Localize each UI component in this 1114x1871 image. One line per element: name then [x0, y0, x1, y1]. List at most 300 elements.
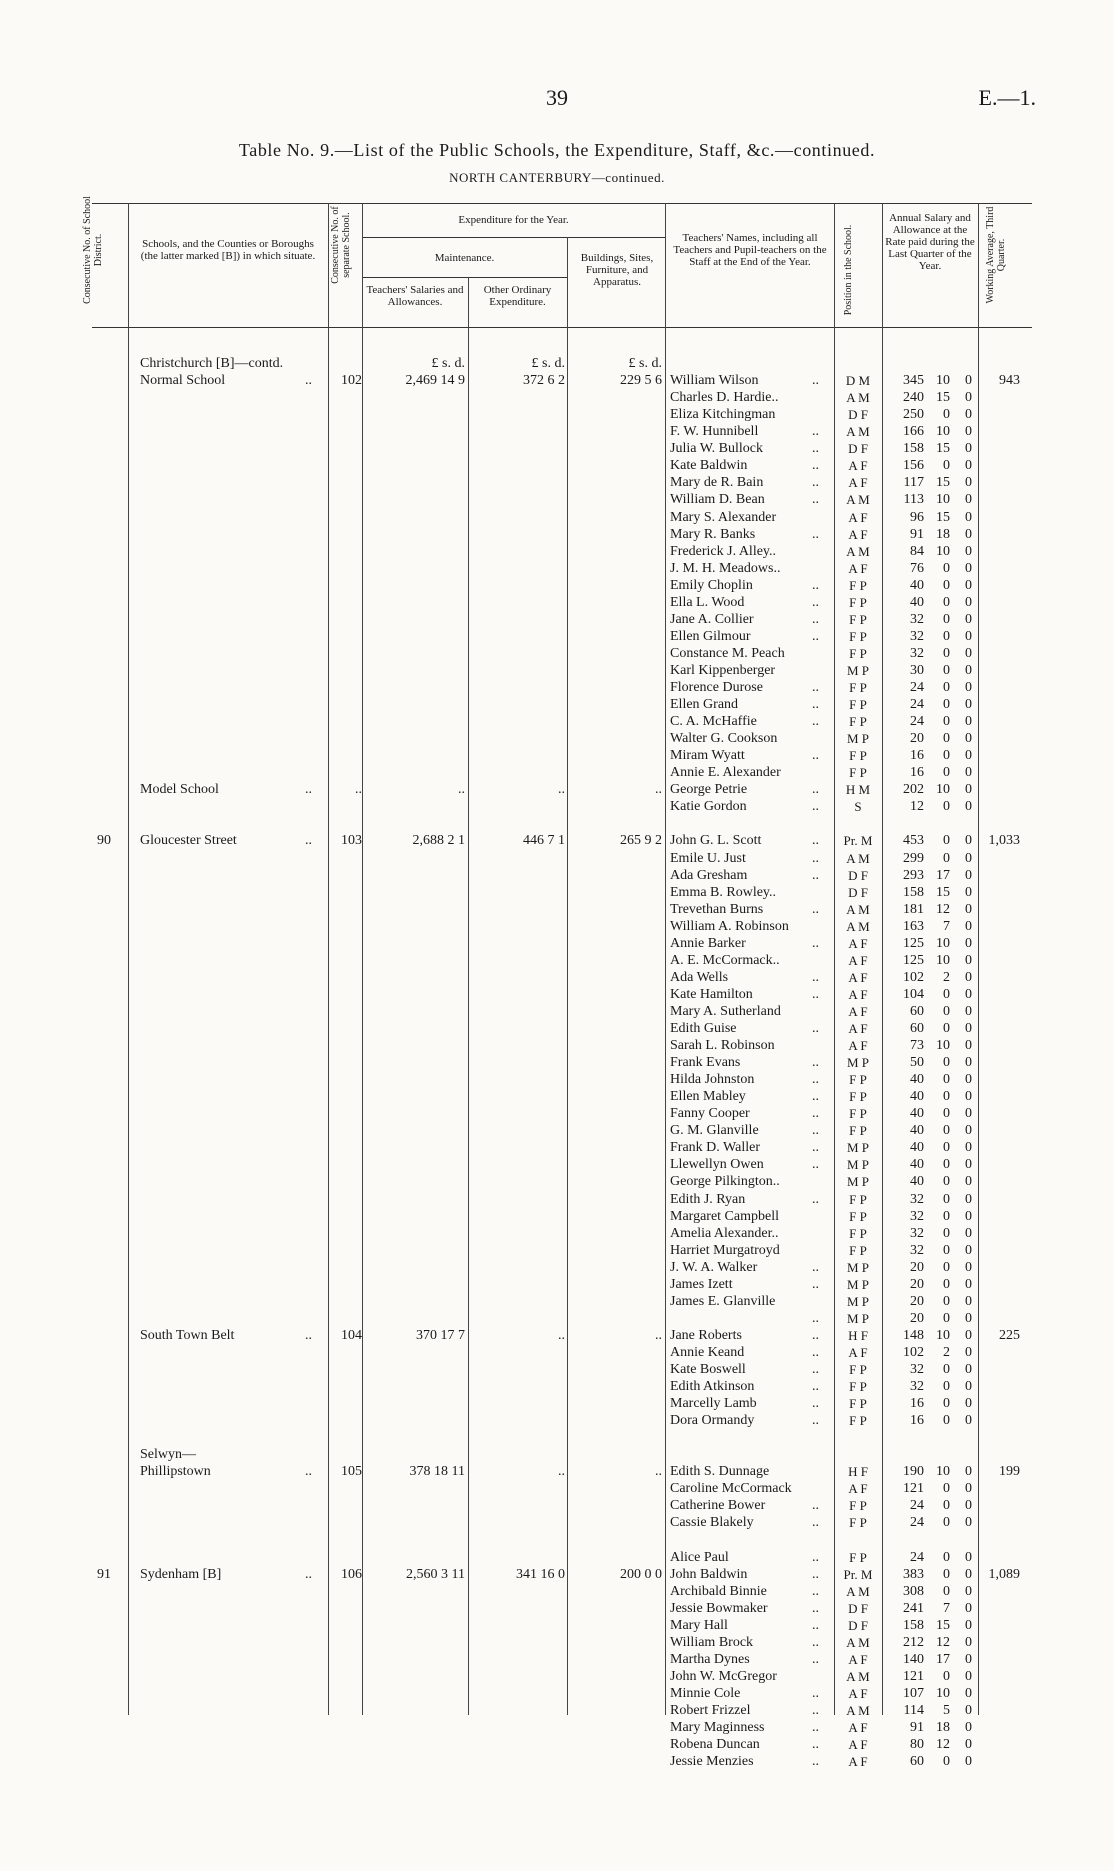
teacher-position: S: [854, 799, 862, 815]
salary-pounds: 50: [910, 1055, 924, 1071]
table-row: [0, 1156, 1114, 1173]
salary-pounds: 383: [903, 1566, 924, 1582]
teacher-name: William Brock: [670, 1634, 754, 1650]
salary-shillings: 10: [936, 782, 950, 798]
teacher-name: J. W. A. Walker: [670, 1259, 758, 1275]
salary-shillings: 17: [936, 867, 950, 883]
table-row: [0, 560, 1114, 577]
teacher-position: F P: [849, 594, 867, 610]
salary-shillings: 0: [943, 1413, 950, 1429]
leader-dots: ..: [812, 833, 819, 849]
teacher-name: Florence Durose: [670, 679, 763, 695]
header-maintenance: Maintenance.: [434, 252, 495, 264]
salary-pence: 0: [965, 1276, 972, 1292]
leader-dots: ..: [812, 782, 819, 798]
leader-dots: ..: [812, 867, 819, 883]
salary-shillings: 10: [936, 543, 950, 559]
salary-pence: 0: [965, 1344, 972, 1360]
leader-dots: ..: [812, 1123, 819, 1139]
teacher-position: F P: [849, 1498, 867, 1514]
teacher-name: Sarah L. Robinson: [670, 1038, 775, 1053]
salary-pence: 0: [965, 373, 972, 389]
salary-shillings: 0: [943, 986, 950, 1002]
teacher-name: Martha Dynes: [670, 1651, 750, 1667]
leader-dots: ..: [812, 1157, 819, 1173]
salary-pounds: 20: [910, 1276, 924, 1292]
salary-pence: 0: [965, 492, 972, 508]
salary-pounds: 32: [910, 611, 924, 627]
salary-shillings: 10: [936, 1038, 950, 1053]
table-row: [0, 1702, 1114, 1719]
leader-dots: ..: [812, 799, 819, 815]
school-name: Gloucester Street: [140, 833, 237, 849]
salary-pence: 0: [965, 1362, 972, 1377]
salary-shillings: 0: [943, 679, 950, 695]
salary-pounds: 156: [903, 458, 924, 474]
salary-pence: 0: [965, 1515, 972, 1531]
buildings-expenditure: 229 5 6: [620, 373, 662, 389]
teacher-name: Robert Frizzel: [670, 1703, 751, 1718]
salary-shillings: 0: [943, 1515, 950, 1531]
salary-pence: 0: [965, 935, 972, 951]
teacher-name: Hilda Johnston: [670, 1072, 755, 1088]
table-row: [0, 1719, 1114, 1736]
salary-pence: 0: [965, 1481, 972, 1497]
header-separate-school-no: Consecutive No. of separate School.: [330, 206, 352, 284]
leader-dots: ..: [812, 901, 819, 917]
table-row: [0, 474, 1114, 491]
salary-shillings: 10: [936, 373, 950, 389]
teacher-position: F P: [849, 1089, 867, 1105]
leader-dots: ..: [305, 373, 312, 389]
salary-pounds: 121: [903, 1481, 924, 1497]
teacher-position: F P: [849, 748, 867, 764]
salary-shillings: 0: [943, 1549, 950, 1565]
teacher-position: F P: [849, 645, 867, 661]
table-top-rule: [92, 203, 1032, 204]
salary-pounds: 32: [910, 1242, 924, 1258]
leader-dots: ..: [305, 782, 312, 798]
leader-dots: ..: [812, 1344, 819, 1360]
teacher-position: A M: [846, 390, 870, 406]
salary-shillings: 0: [943, 1276, 950, 1292]
salary-shillings: 0: [943, 1481, 950, 1497]
leader-dots: ..: [812, 748, 819, 764]
teacher-name: Ellen Grand: [670, 697, 739, 712]
buildings-expenditure: ..: [655, 1464, 662, 1480]
salary-shillings: 0: [943, 645, 950, 661]
salary-pounds: 32: [910, 645, 924, 661]
teacher-position: A F: [848, 560, 868, 576]
teacher-name: Cassie Blakely: [670, 1515, 754, 1531]
salary-pounds: 24: [910, 679, 924, 695]
salary-pounds: 20: [910, 1259, 924, 1275]
other-expenditure: 341 16 0: [516, 1566, 565, 1582]
leader-dots: ..: [812, 1413, 819, 1429]
buildings-expenditure: £ s. d.: [628, 356, 662, 371]
salary-pounds: 453: [903, 833, 924, 849]
table-row: [0, 1088, 1114, 1105]
salary-pence: 0: [965, 407, 972, 423]
salary-pounds: 32: [910, 628, 924, 644]
working-average: 199: [999, 1464, 1020, 1480]
leader-dots: ..: [812, 594, 819, 610]
salary-pounds: 107: [903, 1685, 924, 1701]
salary-pence: 0: [965, 1293, 972, 1309]
salary-shillings: 0: [943, 697, 950, 712]
salary-shillings: 0: [943, 748, 950, 764]
teacher-name: Jessie Menzies: [670, 1754, 754, 1770]
table-row: [0, 1497, 1114, 1514]
teacher-position: M P: [846, 662, 870, 678]
teacher-name: Karl Kippenberger: [670, 662, 776, 678]
teacher-position: F P: [849, 1379, 867, 1394]
salary-pounds: 166: [903, 424, 924, 440]
teacher-name: Annie Barker: [670, 935, 746, 951]
table-row: [0, 1037, 1114, 1054]
table-row: [0, 713, 1114, 730]
header-working-average: Working Average, Third Quarter.: [985, 206, 1007, 304]
leader-dots: ..: [812, 1362, 819, 1377]
teacher-position: D F: [848, 1600, 868, 1616]
teacher-name: Jessie Bowmaker: [670, 1600, 768, 1616]
table-row: [0, 1327, 1114, 1344]
table-row: [0, 1003, 1114, 1020]
teacher-name: Edith S. Dunnage: [670, 1464, 770, 1480]
teacher-name: Julia W. Bullock: [670, 441, 763, 457]
teacher-name: Kate Hamilton: [670, 986, 753, 1002]
separate-school-number: 103: [341, 833, 362, 849]
leader-dots: ..: [812, 1498, 819, 1514]
header-position: Position in the School.: [843, 224, 854, 316]
salary-pounds: 16: [910, 765, 924, 781]
teacher-name: Ella L. Wood: [670, 594, 745, 610]
salary-shillings: 0: [943, 577, 950, 593]
salary-shillings: 17: [936, 1651, 950, 1667]
leader-dots: ..: [812, 1685, 819, 1701]
teacher-position: F P: [849, 1072, 867, 1088]
table-row: [0, 1634, 1114, 1651]
salary-pence: 0: [965, 714, 972, 730]
salary-pounds: 73: [910, 1038, 924, 1053]
table-row: [0, 1378, 1114, 1395]
teacher-position: D M: [845, 373, 871, 389]
leader-dots: ..: [812, 1379, 819, 1394]
table-row: [0, 1395, 1114, 1412]
table-row: [0, 1600, 1114, 1617]
salary-pounds: 202: [903, 782, 924, 798]
leader-dots: ..: [812, 1021, 819, 1036]
leader-dots: ..: [812, 1106, 819, 1122]
table-row: [0, 611, 1114, 628]
teacher-position: F P: [849, 765, 867, 781]
salary-pence: 0: [965, 1566, 972, 1582]
salary-pence: 0: [965, 1379, 972, 1394]
teacher-position: A M: [846, 901, 870, 917]
teacher-name: Edith J. Ryan: [670, 1191, 746, 1207]
salary-pounds: 190: [903, 1464, 924, 1480]
salary-shillings: 0: [943, 1208, 950, 1224]
school-name: Phillipstown: [140, 1464, 211, 1480]
teacher-name: Mary Maginness: [670, 1720, 765, 1735]
salary-shillings: 0: [943, 714, 950, 730]
table-row: [0, 457, 1114, 474]
other-expenditure: ..: [558, 1464, 565, 1480]
salary-shillings: 15: [936, 884, 950, 900]
working-average: 943: [999, 373, 1020, 389]
salary-pounds: 32: [910, 1362, 924, 1377]
leader-dots: ..: [812, 1396, 819, 1411]
salary-pence: 0: [965, 577, 972, 593]
salary-pence: 0: [965, 969, 972, 985]
teacher-position: D F: [848, 884, 868, 900]
teacher-position: M P: [846, 1276, 870, 1292]
leader-dots: ..: [812, 850, 819, 866]
school-name: Normal School: [140, 373, 226, 389]
salary-pence: 0: [965, 1191, 972, 1207]
teacher-name: Edith Guise: [670, 1021, 737, 1036]
leader-dots: ..: [812, 424, 819, 440]
teacher-position: F P: [849, 1208, 867, 1224]
salary-pounds: 84: [910, 543, 924, 559]
table-row: [0, 1225, 1114, 1242]
teacher-name: Constance M. Peach: [670, 645, 785, 661]
table-row: [0, 577, 1114, 594]
salary-shillings: 12: [936, 1634, 950, 1650]
separate-school-number: 102: [341, 373, 362, 389]
leader-dots: ..: [812, 1055, 819, 1071]
header-other-expenditure: Other Ordinary Expenditure.: [483, 284, 552, 308]
teacher-name: Jane Roberts: [670, 1327, 742, 1343]
salary-shillings: 0: [943, 1242, 950, 1258]
salary-shillings: 0: [943, 458, 950, 474]
salary-pounds: 121: [903, 1668, 924, 1684]
leader-dots: ..: [812, 1089, 819, 1105]
teacher-position: A F: [848, 526, 868, 542]
salary-shillings: 0: [943, 1754, 950, 1770]
table-row: [0, 1242, 1114, 1259]
teacher-position: A M: [846, 424, 870, 440]
salary-pence: 0: [965, 850, 972, 866]
teacher-position: A M: [846, 1634, 870, 1650]
salary-pounds: 125: [903, 935, 924, 951]
salary-shillings: 0: [943, 1055, 950, 1071]
teacher-position: Pr. M: [843, 1566, 873, 1582]
working-average: 1,033: [988, 833, 1020, 849]
salary-pounds: 60: [910, 1021, 924, 1036]
teacher-name: Frank Evans: [670, 1055, 741, 1071]
leader-dots: ..: [812, 373, 819, 389]
teacher-position: A M: [846, 850, 870, 866]
teacher-position: M P: [846, 1140, 870, 1156]
table-row: [0, 1020, 1114, 1037]
salary-pence: 0: [965, 833, 972, 849]
salary-pence: 0: [965, 458, 972, 474]
salary-pounds: 293: [903, 867, 924, 883]
teacher-position: A F: [848, 458, 868, 474]
leader-dots: ..: [812, 1583, 819, 1599]
separate-school-number: 106: [341, 1566, 362, 1582]
salary-pounds: 158: [903, 884, 924, 900]
salary-pence: 0: [965, 1583, 972, 1599]
teacher-name: Katie Gordon: [670, 799, 747, 815]
table-row: [0, 764, 1114, 781]
leader-dots: ..: [812, 492, 819, 508]
table-row: [0, 1617, 1114, 1634]
salary-pence: 0: [965, 1208, 972, 1224]
header-annual-salary: Annual Salary and Allowance at the Rate paid during the Last Quarter of the Year.: [885, 212, 975, 272]
table-row: [0, 1736, 1114, 1753]
salary-pence: 0: [965, 1549, 972, 1565]
teacher-position: M P: [846, 1157, 870, 1173]
salary-shillings: 15: [936, 441, 950, 457]
salary-pounds: 20: [910, 731, 924, 747]
salary-shillings: 0: [943, 1106, 950, 1122]
table-row: [0, 1583, 1114, 1600]
buildings-expenditure: 200 0 0: [620, 1566, 662, 1582]
table-row: [0, 696, 1114, 713]
teacher-name: Trevethan Burns: [670, 901, 764, 917]
teacher-name: Emma B. Rowley..: [670, 884, 777, 900]
salary-shillings: 10: [936, 1327, 950, 1343]
separate-school-number: ..: [355, 782, 362, 798]
salary-shillings: 18: [936, 1720, 950, 1735]
salary-shillings: 0: [943, 662, 950, 678]
expenditure-rule: [362, 237, 665, 238]
teacher-name: Amelia Alexander..: [670, 1225, 779, 1241]
salary-shillings: 10: [936, 424, 950, 440]
teacher-name: John W. McGregor: [670, 1668, 777, 1684]
teacher-position: A F: [848, 1737, 868, 1752]
teacher-position: M P: [846, 1293, 870, 1309]
salary-pounds: 241: [903, 1600, 924, 1616]
salary-shillings: 10: [936, 492, 950, 508]
salary-pence: 0: [965, 526, 972, 542]
salary-shillings: 10: [936, 1464, 950, 1480]
salary-pounds: 40: [910, 1140, 924, 1156]
teacher-name: Emily Choplin: [670, 577, 753, 593]
teachers-salaries: ..: [458, 782, 465, 798]
teacher-name: William D. Bean: [670, 492, 765, 508]
table-row: [0, 1651, 1114, 1668]
salary-shillings: 2: [943, 969, 950, 985]
teachers-salaries: 2,469 14 9: [405, 373, 465, 389]
teacher-name: Marcelly Lamb: [670, 1396, 757, 1411]
salary-pence: 0: [965, 697, 972, 712]
salary-pounds: 40: [910, 1174, 924, 1190]
salary-shillings: 0: [943, 407, 950, 423]
table-row: [0, 850, 1114, 867]
salary-shillings: 0: [943, 1259, 950, 1275]
header-buildings: Buildings, Sites, Furniture, and Apparatus.: [580, 252, 654, 288]
salary-pence: 0: [965, 1259, 972, 1275]
leader-dots: ..: [812, 986, 819, 1002]
salary-pence: 0: [965, 645, 972, 661]
salary-shillings: 15: [936, 509, 950, 525]
teacher-name: Ellen Gilmour: [670, 628, 751, 644]
leader-dots: ..: [812, 714, 819, 730]
teacher-name: Walter G. Cookson: [670, 731, 778, 747]
table-row: [0, 440, 1114, 457]
salary-pounds: 91: [910, 526, 924, 542]
table-row: [0, 1259, 1114, 1276]
salary-pence: 0: [965, 782, 972, 798]
teacher-position: A F: [848, 475, 868, 491]
salary-pence: 0: [965, 1310, 972, 1326]
teacher-position: A F: [848, 1720, 868, 1735]
salary-pounds: 76: [910, 560, 924, 576]
table-row: [0, 969, 1114, 986]
teacher-name: Dora Ormandy: [670, 1413, 755, 1429]
teacher-position: A M: [846, 918, 870, 934]
salary-pounds: 113: [903, 492, 924, 508]
teacher-position: A F: [848, 1003, 868, 1019]
teacher-position: A F: [848, 1754, 868, 1770]
table-row: [0, 781, 1114, 798]
teacher-name: Charles D. Hardie..: [670, 390, 779, 406]
salary-pence: 0: [965, 748, 972, 764]
leader-dots: ..: [305, 1464, 312, 1480]
teacher-name: Catherine Bower: [670, 1498, 766, 1514]
salary-shillings: 0: [943, 611, 950, 627]
salary-pounds: 240: [903, 390, 924, 406]
salary-pounds: 24: [910, 714, 924, 730]
table-row: [0, 918, 1114, 935]
salary-pounds: 80: [910, 1737, 924, 1752]
salary-pounds: 60: [910, 1754, 924, 1770]
leader-dots: ..: [812, 628, 819, 644]
table-row: [0, 1105, 1114, 1122]
salary-shillings: 0: [943, 1140, 950, 1156]
leader-dots: ..: [812, 697, 819, 712]
salary-pence: 0: [965, 1327, 972, 1343]
teachers-salaries: 2,688 2 1: [412, 833, 465, 849]
header-salaries: Teachers' Salaries and Allowances.: [366, 284, 464, 308]
salary-pence: 0: [965, 1106, 972, 1122]
header-teacher-names: Teachers' Names, including all Teachers and Pupil-teachers on the Staff at the End of the Year.: [673, 232, 827, 268]
separate-school-number: 105: [341, 1464, 362, 1480]
table-row: [0, 884, 1114, 901]
table-row: [0, 1071, 1114, 1088]
table-row: [0, 1122, 1114, 1139]
table-row: [0, 491, 1114, 508]
table-row: [0, 832, 1114, 849]
salary-pence: 0: [965, 1089, 972, 1105]
table-row: [0, 1191, 1114, 1208]
salary-shillings: 10: [936, 1685, 950, 1701]
teacher-position: D F: [848, 407, 868, 423]
leader-dots: ..: [812, 1310, 819, 1326]
teacher-position: A F: [848, 1651, 868, 1667]
salary-shillings: 0: [943, 1379, 950, 1394]
table-body: [0, 355, 1114, 1770]
salary-shillings: 0: [943, 1566, 950, 1582]
teacher-name: Frank D. Waller: [670, 1140, 760, 1156]
leader-dots: ..: [812, 1072, 819, 1088]
salary-pence: 0: [965, 1003, 972, 1019]
salary-pounds: 163: [903, 918, 924, 934]
teacher-name: Margaret Campbell: [670, 1208, 779, 1224]
salary-pounds: 181: [903, 901, 924, 917]
table-row: [0, 747, 1114, 764]
table-row: [0, 1514, 1114, 1531]
salary-pence: 0: [965, 1685, 972, 1701]
leader-dots: ..: [812, 1276, 819, 1292]
teacher-name: Annie Keand: [670, 1344, 745, 1360]
salary-pence: 0: [965, 1703, 972, 1718]
teacher-name: Ellen Mabley: [670, 1089, 746, 1105]
teacher-name: Alice Paul: [670, 1549, 729, 1565]
